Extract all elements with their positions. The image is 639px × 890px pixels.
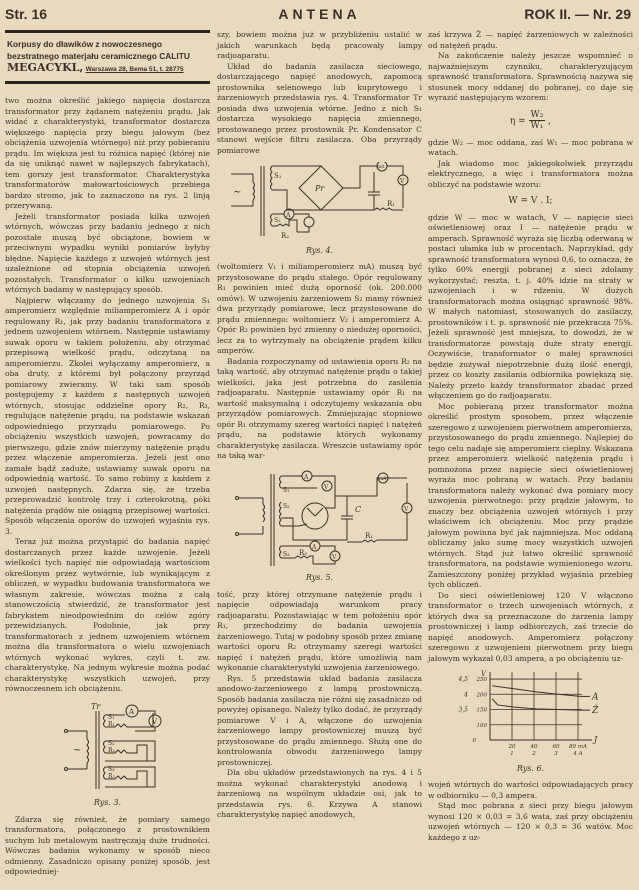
paragraph: (woltomierz V₁ i miliamperomierz mA) muszą być przystosowane do prądu stałego. Opór regulowany R₁ powinien mieć dużą oporność (ok. 200.000 omów). W uzwojeniu żarzeniowem S₂ mamy również dwa przyrządy pomiarowe, lecz przystosowane do prądu zmiennego: woltomierz V₂ i amperomierz A. Opór R₂ powinien być zmienny o niedużej oporności, lecz za to wytrzymały na obciążenie prądem kilku amperów.	[217, 262, 422, 355]
label-ma: mA	[379, 476, 387, 482]
formula-numerator: W₂	[530, 109, 544, 120]
ad-address: Warszawa 28, Bema 51, t. 28775	[85, 66, 184, 73]
label-r2: R₂	[108, 746, 115, 754]
y-tick-label-origin: 0	[472, 738, 476, 744]
figure-caption: Rys. 3.	[93, 798, 122, 807]
label-ammeter: A	[129, 707, 135, 716]
y-tick-label: 150	[476, 707, 487, 714]
x-tick-label-ma: 20	[508, 744, 516, 750]
y-tick-label-filament: 3,5	[458, 706, 468, 714]
paragraph: Do sieci oświetleniowej 120 V włączono transformator o trzech uzwojeniach wtórnych, z których dwa są przeznaczone do żarzenia lampy prostowniczej i lamp odbiorczych, zaś trzecie do napięć anodowych. Amperomierz połączony szeregowo z uzwojeniem pierwotnem przy biegu jałowym wykazał 0,03 ampera, a po obciążeniu uz-	[428, 590, 633, 663]
label-r3: R₃	[299, 548, 308, 557]
paragraph: zaś krzywa Ż — napięć żarzeniowych w zależności od natężeń prądu.	[428, 30, 633, 50]
label-s1: S₁	[283, 486, 290, 494]
figure-caption: Rys. 5.	[305, 573, 334, 582]
label-s2: S₂	[108, 739, 115, 747]
label-s2: S₂	[274, 217, 281, 224]
label-ac: ~	[73, 744, 82, 756]
label-tr: Tr	[91, 701, 101, 711]
label-r1: R₁	[108, 720, 115, 728]
formula-lhs: η =	[509, 116, 526, 126]
label-s2: S₂	[283, 502, 290, 510]
paragraph: two można określić jakiego napięcia dostarcza transformator przy żądanem natężeniu prądu. Jak widać z charakterystyki, transformator dostarcza większego napięcia przy biegu jałowym (bez obciążenia uzwojenia wtórnego) niż przy pobieraniu prądu. Im większa jest tu różnica napięć (której nie da się uniknąć nawet w najlepszych fabrykatach), tem gorszy jest transformator. Charakterystyka transformatorów małowartościowych przebiega bardzo stromo, jak to zaznaczono na rys. 2 linją przerywaną.	[5, 96, 210, 210]
series-label: Ż	[592, 706, 599, 717]
paragraph: Moc pobieraną przez transformator można określić prostym sposobem, przez włączenie szeregowo z uzwojeniem pierwotnem amperomierza, przystosowanego do prądu zmiennego. Najlepiej do tego celu nadaje się amperomierz cieplny. Wskazana przez amperomierz wielkość natężenia prądu i pomnożona przez napięcie sieci oświetleniowej wyraża moc pobraną w watach. Przy badaniu transformatora należy wykonać dwa pomiary mocy uzwojenia pierwotnego: przy prądzie jałowym, to znaczy bez obciążenia uzwojeń wtórnych i przy właściwem ich obciążeniu. Moc przy prądzie jałowym powinna być jak najmniejsza. Moc oddaną obliczamy jako sumę mocy wszystkich uzwojeń wtórnych. Stąd już łatwo określić sprawność transformatora, na podstawie wymienionego wzoru. Zamieszczony poniżej przykład wyjaśnia przebieg tych obliczeń.	[428, 401, 633, 589]
ad-text: Korpusy do dławików z nowoczesnego bezstratnego materjału ceramicznego CALITU	[7, 39, 190, 61]
figure-caption: Rys. 4.	[305, 245, 334, 255]
x-tick-label-a: 4 A	[573, 751, 583, 757]
paragraph: Zdarza się również, że pomiary samego transformatora, połączonego z prostownikiem suchym lub metalowym nastręczają duże trudności. Wówczas badania wykonamy w sposób nieco odmienny. Zasadniczo opisany poniżej sposób, jest odpowiedniej-	[5, 814, 210, 876]
magazine-title: ANTENA	[278, 6, 361, 22]
y-tick-label-filament: 4	[464, 691, 468, 699]
circuit-diagram-rys4	[217, 162, 422, 240]
paragraph: Stąd moc pobrana z sieci przy biegu jałowym wynosi 120 × 0,03 = 3,6 wata, zaś przy obciążeniu uzwojeń wtórnych — 120 × 0,3 = 36 watów. Moc każdego z uz-	[428, 801, 633, 842]
formula-denominator: W₁	[530, 121, 544, 131]
y-tick-label: 100	[476, 722, 487, 729]
figure-3	[5, 701, 210, 809]
paragraph: gdzie W — moc w watach, V — napięcie sieci oświetleniowej oraz I — natężenie prądu w amperach. Sprawność wyraża się liczbą oderwaną w postaci ułamka lub w procentach. Naprzykład, gdy sprawność transformatora wynosi 0,6, to oznacza, że tylko 60% energji pobranej z sieci zdołamy wykorzystać; reszta, t. j. 40% idzie na straty w uzwojeniach i w rdzeniu. W dużych transformatorach można osiągnąć sprawność 98%. W małych natomiast, stosowanych do zasilaczy, prostowników i t. p. sprawność nie przekracza 75%. Jeżeli sprawność jest mniejsza, to dowodzi, że w transformatorze powstają duże straty energji. Oczywiście, transformator o małej sprawności będzie zużywał niepotrzebnie dużą ilość energji, przez co koszty zasilania odbiornika powiększą się. Należy przeto każdy transformator zbadać przed włączeniem go do radjoaparatu.	[428, 212, 633, 400]
issue-number: ROK II. — Nr. 29	[524, 6, 631, 22]
paragraph: wojeń wtórnych do wartości odpowiadających pracy w odbiorniku — 0,3 ampera.	[428, 780, 633, 800]
label-r2: R₂	[281, 232, 290, 240]
series-line-anode	[492, 686, 580, 697]
y-tick-label: 200	[476, 692, 487, 699]
series-label: A	[592, 692, 599, 703]
page-header	[0, 6, 639, 26]
ad-brand: MEGACYKL,	[7, 61, 84, 74]
label-a2: A	[312, 543, 317, 551]
y-axis-label: V	[481, 670, 487, 678]
paragraph: Teraz już można przystąpić do badania napięć dostarczanych przez każde uzwojenie. Jeżeli wielkości tych napięć nie odpowiadają wartościom określonym przez wytwórnie, lub wynikającym z obliczeń, w wypadku budowania transformatora we własnym zakresie, wówczas można z całą stanowczością stwierdzić, że transformator jest fabrykatem nieodpowiednim do celów zgóry przewidzianych. Podobnie, jak przy transformatorach z jednem uzwojeniem wtórnem można dla transformatora o wielu uzwojeniach wtórnych wykonać wykres, czyli t. zw. charakterystykę. Na jednym wykresie można podać charakterystykę wszystkich uzwojeń, przy równoczesnem ich obciążeniu.	[5, 537, 210, 693]
paragraph: Najpierw włączamy do jednego uzwojenia S₁ amperomierz względnie miliamperomierz A i opór regulowany R₁, jak przy badaniu transformatora z jednem uzwojeniem wtórnem. Następnie ustawiamy suwak oporu w takiem położeniu, aby otrzymać przepisową wielkość prądu, odczytaną na amperomierzu. Zkolei wyłączamy amperomierz, a oba druty, z któremi był połączony przyrząd pomiarowy zwieramy. W taki sam sposób postępujemy z każdem z następnych uzwojeń wtórnych, stosując oddzielne opory R₂, R₃, regulujące natężenie prądu, na podstawie wskazań odpowiedniego przyrządu pomiarowego. Po obciążeniu wszystkich uzwojeń, powracamy do pierwszego, gdzie znów mierzymy natężenie prądu przez włączenie amperomierza. Jeżeli jest ono zamałe bądź zaduże, ustawiamy suwak oporu na odpowiednią wartość. To samo robimy z każdem z uzwojeń następnych. Zdarza się, że trzeba przeprowadzić kontrolę trzy i czterokrotną, póki natężenia prądów nie osiągną przepisowej wartości. Sposób włączenia oporów do uzwojeń wyjaśnia rys. 3.	[5, 295, 210, 536]
label-s3: S₃	[108, 765, 115, 773]
advertisement	[5, 30, 210, 84]
y-tick-label-filament: 4,5	[458, 676, 468, 684]
label-voltmeter: V	[152, 717, 158, 726]
y-tick-label: 250	[476, 677, 487, 684]
x-tick-label-ma: 40	[530, 744, 538, 750]
paragraph: szy, bowiem można już w przybliżeniu ustalić w jakich warunkach będą pracowały lampy radjoaparatu.	[217, 30, 422, 60]
circuit-diagram-rys3	[5, 701, 210, 793]
x-tick-label-ma: 80 mA	[569, 744, 587, 750]
label-r1: R₁	[387, 200, 396, 208]
chart-rys6	[428, 670, 633, 758]
paragraph: tość, przy której otrzymane natężenie prądu i napięcie odpowiadają warunkom pracy radjoaparatu. Pozostawiając w tem położeniu opór R₁, przechodzimy do badania uzwojenia żarzeniowego. Tutaj w podobny sposób przez zmianę wartości oporu R₂ otrzymamy szeregi wartości napięć i natężeń prądu, które umożliwią nam wykonanie charakterystyki uzwojenia żarzeniowego.	[217, 589, 422, 672]
x-tick-label-ma: 60	[552, 744, 560, 750]
figure-4	[217, 162, 422, 256]
paragraph: Dla obu układów przedstawionych na rys. 4 i 5 można wykonać charakterystyki anodową i żarzeniową na wspólnym układzie osi, jak to przedstawia rys. 6. Krzywa A stanowi charakterystykę napięć anodowych,	[217, 768, 422, 819]
label-ac: ~	[233, 187, 242, 198]
x-tick-label-a: 2	[532, 751, 536, 757]
formula-tail: ,	[548, 116, 552, 126]
x-tick-label-a: 1	[510, 751, 514, 757]
power-formula: W = V . I;	[508, 196, 553, 206]
fraction	[529, 110, 546, 132]
label-s1: S₁	[274, 172, 282, 180]
label-v3: V	[332, 553, 337, 561]
label-c: C	[355, 504, 362, 514]
x-axis-label: J	[594, 735, 598, 744]
label-s1: S₁	[108, 713, 115, 721]
column-3	[428, 30, 633, 843]
paragraph: Układ do badania zasilacza sieciowego, dostarczającego napięć anodowych, zapomocą prostownika selenowego lub kuprytowego i żarzeniowych przedstawia rys. 4. Transformator Tr posiada dwa uzwojenia wtórne. Jedno z nich S₁ dostarcza wysokiego napięcia zmiennego, prostowanego przez prostownik Pr. Kondensator C stanowi wejście filtru zasilacza. Oba przyrządy pomiarowe	[217, 61, 422, 155]
label-v1: V	[324, 483, 329, 491]
label-r1: R₁	[365, 531, 374, 540]
label-a: A	[286, 212, 291, 219]
label-s3: S₃	[283, 550, 290, 558]
x-tick-label-a: 3	[554, 751, 558, 757]
label-a1: A	[304, 473, 309, 481]
paragraph: Jeżeli transformator posiada kilka uzwojeń wtórnych, wówczas przy badaniu jednego z nich pozostałe muszą być obciążone, bowiem w przeciwnym wypadku wyniki pomiarów byłyby błędne. Napięcie każdego z uzwojeń wtórnych jest uzależnione od stopnia obciążenia uzwojeń pozostałych. Transformator o kilku uzwojeniach wtórnych badamy w następujący sposób.	[5, 211, 210, 294]
circuit-diagram-rys5	[217, 468, 422, 568]
paragraph: Jak wiadomo moc jakiegokolwiek przyrządu elektrycznego, a więc i transformatora można obliczyć na podstawie wzoru:	[428, 158, 633, 189]
column-2	[217, 30, 422, 821]
efficiency-formula	[428, 110, 633, 132]
column-1	[5, 30, 210, 878]
page-number: Str. 16	[5, 6, 48, 22]
figure-5	[217, 468, 422, 584]
paragraph: gdzie W₂ — moc oddana, zaś W₁ — moc pobrana w watach.	[428, 137, 633, 157]
label-v: V	[400, 178, 405, 185]
paragraph: Rys. 5 przedstawia układ badania zasilacza anodowo-żarzeniowego z lampą prostowniczą. Sposób badania zasilacza nie różni się zasadniczo od powyżej opisanego. Należy tylko dodać, że przyrządy pomiarowe V i A, włączone do uzwojenia żarzeniowego lampy prostowniczej muszą być przystosowane do prądu zmiennego. Służą one do kontrolowania obwodu żarzeniowego lampy prostowniczej.	[217, 673, 422, 767]
paragraph: Badania rozpoczynamy od ustawienia oporu R₂ na taką wartość, aby otrzymać natężenie prądu o takiej wielkości, jaka jest potrzebna do zasilenia radjoaparatu. Następnie ustawiamy opór R₁ na wartość maksymalną i odczytujemy wskazania obu przyrządów pomiarowych. Zmniejszając stopniowo opór R₁ otrzymamy szereg wartości napięć i natężeń prądu, na podstawie których wykonamy charakterystykę zasilacza. Wreszcie ustawiamy opór na taką war-	[217, 356, 422, 460]
label-v2: V	[404, 505, 409, 513]
label-pr: Pr	[315, 184, 325, 193]
label-ma: mA	[377, 165, 385, 170]
figure-6	[428, 670, 633, 774]
label-r3: R₃	[108, 772, 115, 780]
paragraph: Na zakończenie należy jeszcze wspomnieć o najważniejszym czynniku, charakteryzującym sprawność transformatora. Sprawnością nazywa się stosunek mocy oddanej do pobranej, co daje się wyrazić następującym wzorem:	[428, 51, 633, 102]
series-line-filament	[492, 699, 580, 710]
figure-caption: Rys. 6.	[516, 763, 545, 773]
